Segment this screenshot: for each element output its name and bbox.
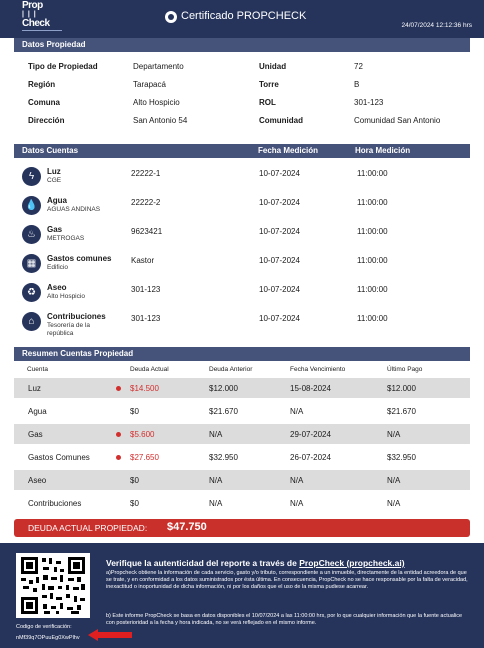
account-provider: Alto Hospicio xyxy=(47,293,85,300)
summary-header-account: Cuenta xyxy=(27,366,48,373)
account-number: 22222-2 xyxy=(131,198,161,207)
account-provider: Edificio xyxy=(47,264,68,271)
section-title-property: Datos Propiedad xyxy=(14,38,470,52)
overdue-dot-icon xyxy=(116,386,121,391)
verification-footer xyxy=(0,543,484,648)
account-number: 9623421 xyxy=(131,227,163,236)
property-value: Comunidad San Antonio xyxy=(354,116,441,125)
account-number: Kastor xyxy=(131,256,155,265)
summary-account: Agua xyxy=(28,407,47,416)
property-label: Región xyxy=(28,80,56,89)
summary-current-debt: $0 xyxy=(130,476,139,485)
measure-time: 11:00:00 xyxy=(357,198,388,207)
property-label: Torre xyxy=(259,80,279,89)
measure-date: 10-07-2024 xyxy=(259,227,300,236)
measure-date: 10-07-2024 xyxy=(259,285,300,294)
property-value: Departamento xyxy=(133,62,184,71)
certificate-header xyxy=(0,0,484,38)
logo-underline xyxy=(22,30,62,31)
summary-current-debt: $27.650 xyxy=(130,453,159,462)
property-value: San Antonio 54 xyxy=(133,116,188,125)
account-provider: AGUAS ANDINAS xyxy=(47,206,101,213)
measure-time: 11:00:00 xyxy=(357,285,388,294)
measure-date: 10-07-2024 xyxy=(259,198,300,207)
summary-current-debt: $0 xyxy=(130,499,139,508)
summary-last-payment: N/A xyxy=(387,476,401,485)
summary-row xyxy=(14,424,470,444)
section-title-summary: Resumen Cuentas Propiedad xyxy=(14,347,470,361)
summary-row xyxy=(14,493,470,513)
property-label: ROL xyxy=(259,98,276,107)
summary-previous-debt: $32.950 xyxy=(209,453,238,462)
disclaimer-b: b) Este informe PropCheck se basa en datos disponibles el 10/07/2024 a las 11:00:00 hrs, por lo que cualquier información que la fuente actualice con posterioridad a la fecha y hora indicada, no se verá reflejado en el mismo informe. xyxy=(106,613,463,626)
qr-code-image[interactable] xyxy=(16,553,90,618)
summary-current-debt: $0 xyxy=(130,407,139,416)
account-provider: CGE xyxy=(47,177,62,184)
summary-previous-debt: N/A xyxy=(209,499,223,508)
summary-header-last-payment: Último Pago xyxy=(387,366,423,373)
summary-account: Contribuciones xyxy=(28,499,82,508)
summary-due-date: 26-07-2024 xyxy=(290,453,331,462)
summary-previous-debt: N/A xyxy=(209,476,223,485)
propcheck-logo: Prop | | | Check xyxy=(22,0,50,29)
summary-due-date: N/A xyxy=(290,499,304,508)
summary-header-previous-debt: Deuda Anterior xyxy=(209,366,253,373)
qr-code-graphic xyxy=(16,553,90,618)
summary-row xyxy=(14,447,470,467)
property-label: Dirección xyxy=(28,116,65,125)
summary-row xyxy=(14,401,470,421)
summary-last-payment: N/A xyxy=(387,430,401,439)
water-drop-icon: 💧 xyxy=(22,196,41,215)
account-name: Luz xyxy=(47,167,61,176)
verification-code: nMf39q7OPuuEg0XwPlhv xyxy=(16,635,80,641)
summary-row xyxy=(14,378,470,398)
account-number: 22222-1 xyxy=(131,169,161,178)
gas-icon: ♨ xyxy=(22,225,41,244)
trash-icon: ♻ xyxy=(22,283,41,302)
summary-previous-debt: $21.670 xyxy=(209,407,238,416)
overdue-dot-icon xyxy=(116,455,121,460)
property-label: Comunidad xyxy=(259,116,303,125)
total-debt-banner xyxy=(14,519,470,537)
summary-row xyxy=(14,470,470,490)
verify-heading-text: Verifique la autenticidad del reporte a través de xyxy=(106,558,300,568)
property-label: Tipo de Propiedad xyxy=(28,62,98,71)
summary-previous-debt: N/A xyxy=(209,430,223,439)
summary-header-due-date: Fecha Vencimiento xyxy=(290,366,346,373)
section-bar-accounts xyxy=(14,144,470,158)
column-header-measure-date: Fecha Medición xyxy=(258,146,319,155)
total-debt-value: $47.750 xyxy=(167,521,207,533)
summary-account: Gastos Comunes xyxy=(28,453,90,462)
property-value: Alto Hospicio xyxy=(133,98,180,107)
bank-icon: ⌂ xyxy=(22,312,41,331)
summary-due-date: N/A xyxy=(290,407,304,416)
section-title-accounts: Datos Cuentas xyxy=(22,146,79,155)
summary-header-current-debt: Deuda Actual xyxy=(130,366,169,373)
measure-date: 10-07-2024 xyxy=(259,256,300,265)
property-value: 301-123 xyxy=(354,98,384,107)
property-label: Unidad xyxy=(259,62,287,71)
overdue-dot-icon xyxy=(116,432,121,437)
summary-last-payment: $12.000 xyxy=(387,384,416,393)
lightning-icon: ϟ xyxy=(22,167,41,186)
verify-heading xyxy=(106,558,405,568)
account-provider: Tesorería de la república xyxy=(47,322,90,337)
account-name: Aseo xyxy=(47,283,67,292)
property-value: B xyxy=(354,80,360,89)
measure-time: 11:00:00 xyxy=(357,227,388,236)
property-label: Comuna xyxy=(28,98,60,107)
account-name: Contribuciones xyxy=(47,312,106,321)
summary-account: Gas xyxy=(28,430,43,439)
summary-last-payment: $32.950 xyxy=(387,453,416,462)
account-number: 301-123 xyxy=(131,285,161,294)
certificate-badge-icon xyxy=(165,11,177,23)
account-provider: METROGAS xyxy=(47,235,85,242)
account-number: 301-123 xyxy=(131,314,161,323)
building-icon: ▦ xyxy=(22,254,41,273)
total-debt-label: DEUDA ACTUAL PROPIEDAD: xyxy=(28,523,148,533)
verification-code-label: Codigo de verificación: xyxy=(16,624,72,630)
account-name: Agua xyxy=(47,196,67,205)
property-value: 72 xyxy=(354,62,363,71)
summary-due-date: N/A xyxy=(290,476,304,485)
measure-time: 11:00:00 xyxy=(357,169,388,178)
measure-date: 10-07-2024 xyxy=(259,169,300,178)
page-title: Certificado PROPCHECK xyxy=(181,10,307,22)
summary-last-payment: $21.670 xyxy=(387,407,416,416)
disclaimer-a: a)Propcheck obtiene la información de cada servicio, gasto y/o tributo, correspondiente a un inmueble, directamente de la entidad acreedora de que se trate, y en conformidad a los datos suministrados por ésta última. En consecuencia, PropCheck no se hace responsable por la falta de veracidad, inexactitud o inoportunidad de dicha información, ni por los daños que el uso de la misma pudiese acarrear. xyxy=(106,570,468,590)
measure-time: 11:00:00 xyxy=(357,256,388,265)
account-name: Gas xyxy=(47,225,63,234)
summary-due-date: 29-07-2024 xyxy=(290,430,331,439)
measure-date: 10-07-2024 xyxy=(259,314,300,323)
summary-last-payment: N/A xyxy=(387,499,401,508)
column-header-measure-time: Hora Medición xyxy=(355,146,411,155)
summary-current-debt: $5.600 xyxy=(130,430,155,439)
account-name: Gastos comunes xyxy=(47,254,112,263)
propcheck-link[interactable]: PropCheck (propcheck.ai) xyxy=(299,558,405,568)
issue-datetime: 24/07/2024 12:12:36 hrs xyxy=(401,22,472,29)
summary-previous-debt: $12.000 xyxy=(209,384,238,393)
summary-account: Luz xyxy=(28,384,41,393)
red-arrow-icon xyxy=(88,629,132,641)
property-value: Tarapacá xyxy=(133,80,166,89)
measure-time: 11:00:00 xyxy=(357,314,388,323)
summary-due-date: 15-08-2024 xyxy=(290,384,331,393)
summary-current-debt: $14.500 xyxy=(130,384,159,393)
summary-account: Aseo xyxy=(28,476,47,485)
